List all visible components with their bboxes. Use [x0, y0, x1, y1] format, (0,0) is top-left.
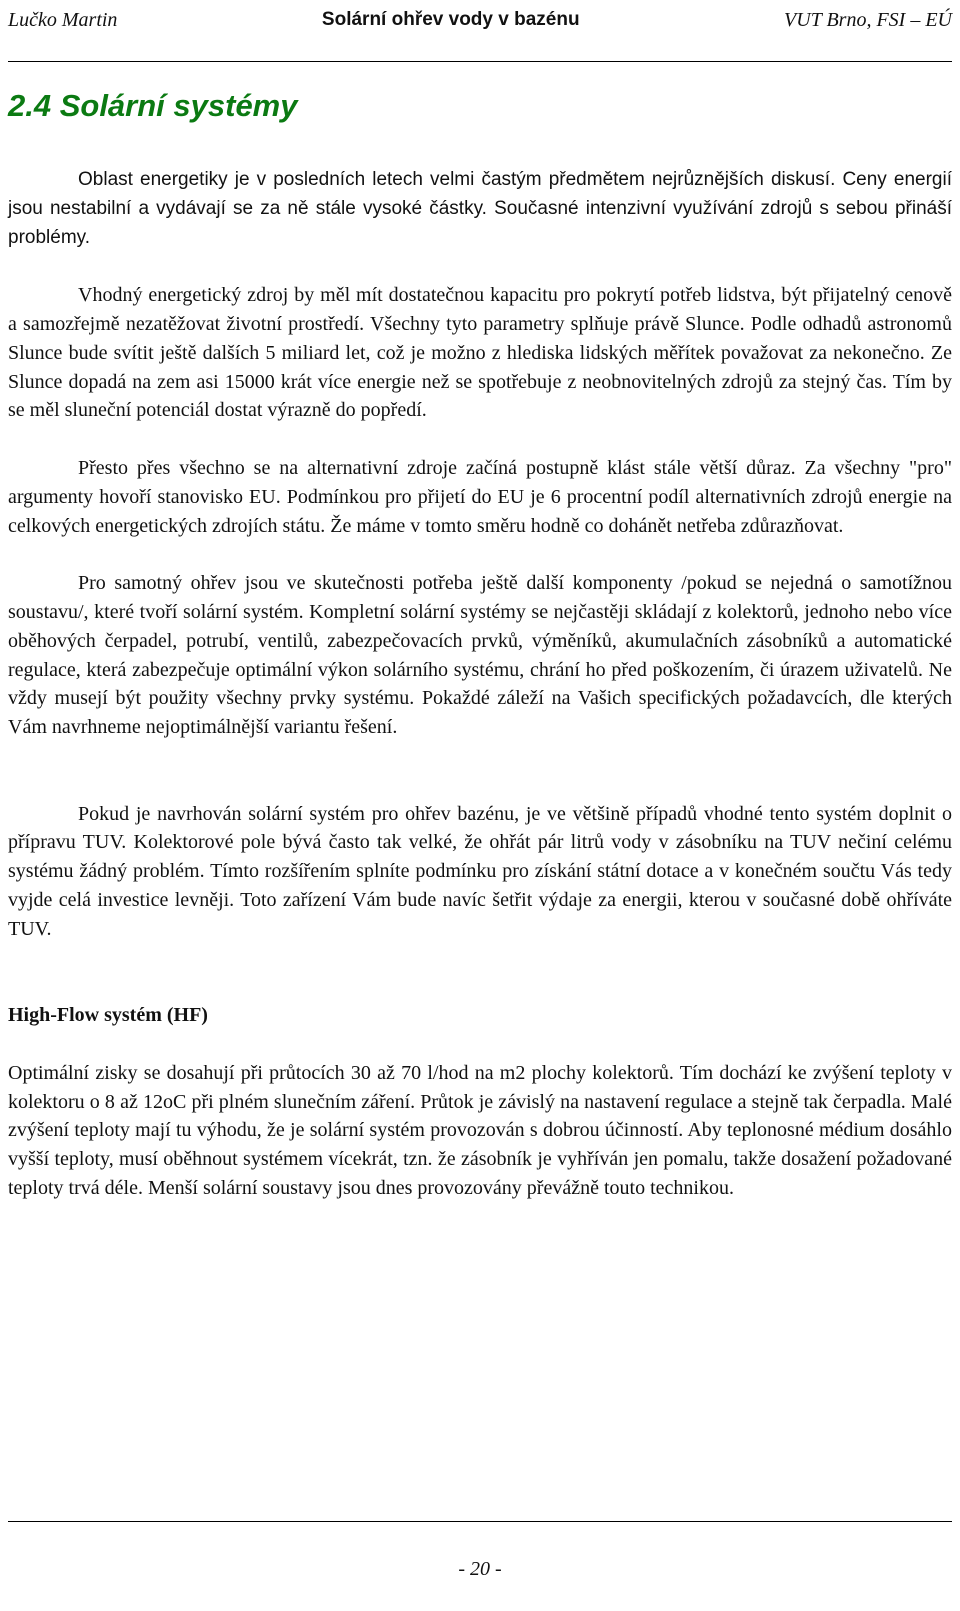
header-institution: VUT Brno, FSI – EÚ: [784, 8, 952, 31]
header-author: Lučko Martin: [8, 8, 118, 31]
subsection-heading: High-Flow systém (HF): [8, 1004, 208, 1027]
footer-divider: [8, 1521, 952, 1522]
header-divider: [8, 61, 952, 62]
page-header: [8, 4, 952, 36]
document-body: [8, 166, 952, 1203]
paragraph-energy-source: Vhodný energetický zdroj by měl mít dostatečnou kapacitu pro pokrytí potřeb lidstva, být přijatelný cenově a samozřejmě nezatěžovat životní prostředí. Všechny tyto parametry splňuje právě Slunce. Podle odhadů astronomů Slunce bude svítit ještě dalších 5 miliard let, což je možno z hlediska lidských měřítek považovat za nekonečno. Ze Slunce dopadá na zem asi 15000 krát více energie než se spotřebuje z neobnovitelných zdrojů za stejný čas. Tím by se měl sluneční potenciál dostat výrazně do popředí.: [8, 284, 952, 422]
header-title: Solární ohřev vody v bazénu: [321, 9, 580, 30]
section-heading: 2.4 Solární systémy: [8, 88, 298, 123]
paragraph-eu: Přesto přes všechno se na alternativní zdroje začíná postupně klást stále větší důraz. Za všechny "pro" argumenty hovoří stanovisko EU. Podmínkou pro přijetí do EU je 6 procentní podíl alternativních zdrojů energie na celkových energetických zdrojích státu. Že máme v tomto směru hodně co dohánět netřeba zdůrazňovat.: [8, 456, 952, 537]
paragraph-high-flow: Optimální zisky se dosahují při průtocích 30 až 70 l/hod na m2 plochy kolektorů. Tím dochází ke zvýšení teploty v kolektoru o 8 až 12oC při plném slunečním záření. Průtok je závislý na nastavení regulace a stejně tak čerpadla. Malé zvýšení teploty mají tu výhodu, že je solární systém provozován s dobrou účinností. Aby teplonosné médium dosáhlo vyšší teploty, musí oběhnout systémem vícekrát, tzn. že zásobník je vyhříván jen pomalu, takže dosažení požadované teploty trvá déle. Menší solární soustavy jsou dnes provozovány převážně touto technikou.: [8, 1061, 952, 1199]
paragraph-components: Pro samotný ohřev jsou ve skutečnosti potřeba ještě další komponenty /pokud se nejedná o samotížnou soustavu/, které tvoří solární systém. Kompletní solární systémy se nejčastěji skládají z kolektorů, jednoho nebo více oběhových čerpadel, potrubí, ventilů, zabezpečovacích prvků, výměníků, akumulačních zásobníků a automatické regulace, která zabezpečuje optimální výkon solárního systému, chrání ho před poškozením, či úrazem uživatelů. Ne vždy musejí být použity všechny prvky systému. Pokaždé záleží na Vašich specifických požadavcích, dle kterých Vám navrhneme nejoptimálnější variantu řešení.: [8, 572, 952, 739]
paragraph-pool-heating: Pokud je navrhován solární systém pro ohřev bazénu, je ve většině případů vhodné tento systém doplnit o přípravu TUV. Kolektorové pole bývá často tak velké, že ohřát pár litrů vody v zásobníku na TUV nečiní celému systému žádný problém. Tímto rozšířením splníte podmínku pro získání státní dotace a v konečném součtu Vás tedy vyjde celá investice levněji. Toto zařízení Vám bude navíc šetřit výdaje za energii, kterou v současné době ohříváte TUV.: [8, 802, 952, 940]
page-number: - 20 -: [458, 1558, 502, 1580]
paragraph-energetics: Oblast energetiky je v posledních letech velmi častým předmětem nejrůznějších diskusí. Ceny energií jsou nestabilní a vydávají se za ně stále vysoké částky. Současné intenzivní využívání zdrojů s sebou přináší problémy.: [8, 169, 952, 248]
